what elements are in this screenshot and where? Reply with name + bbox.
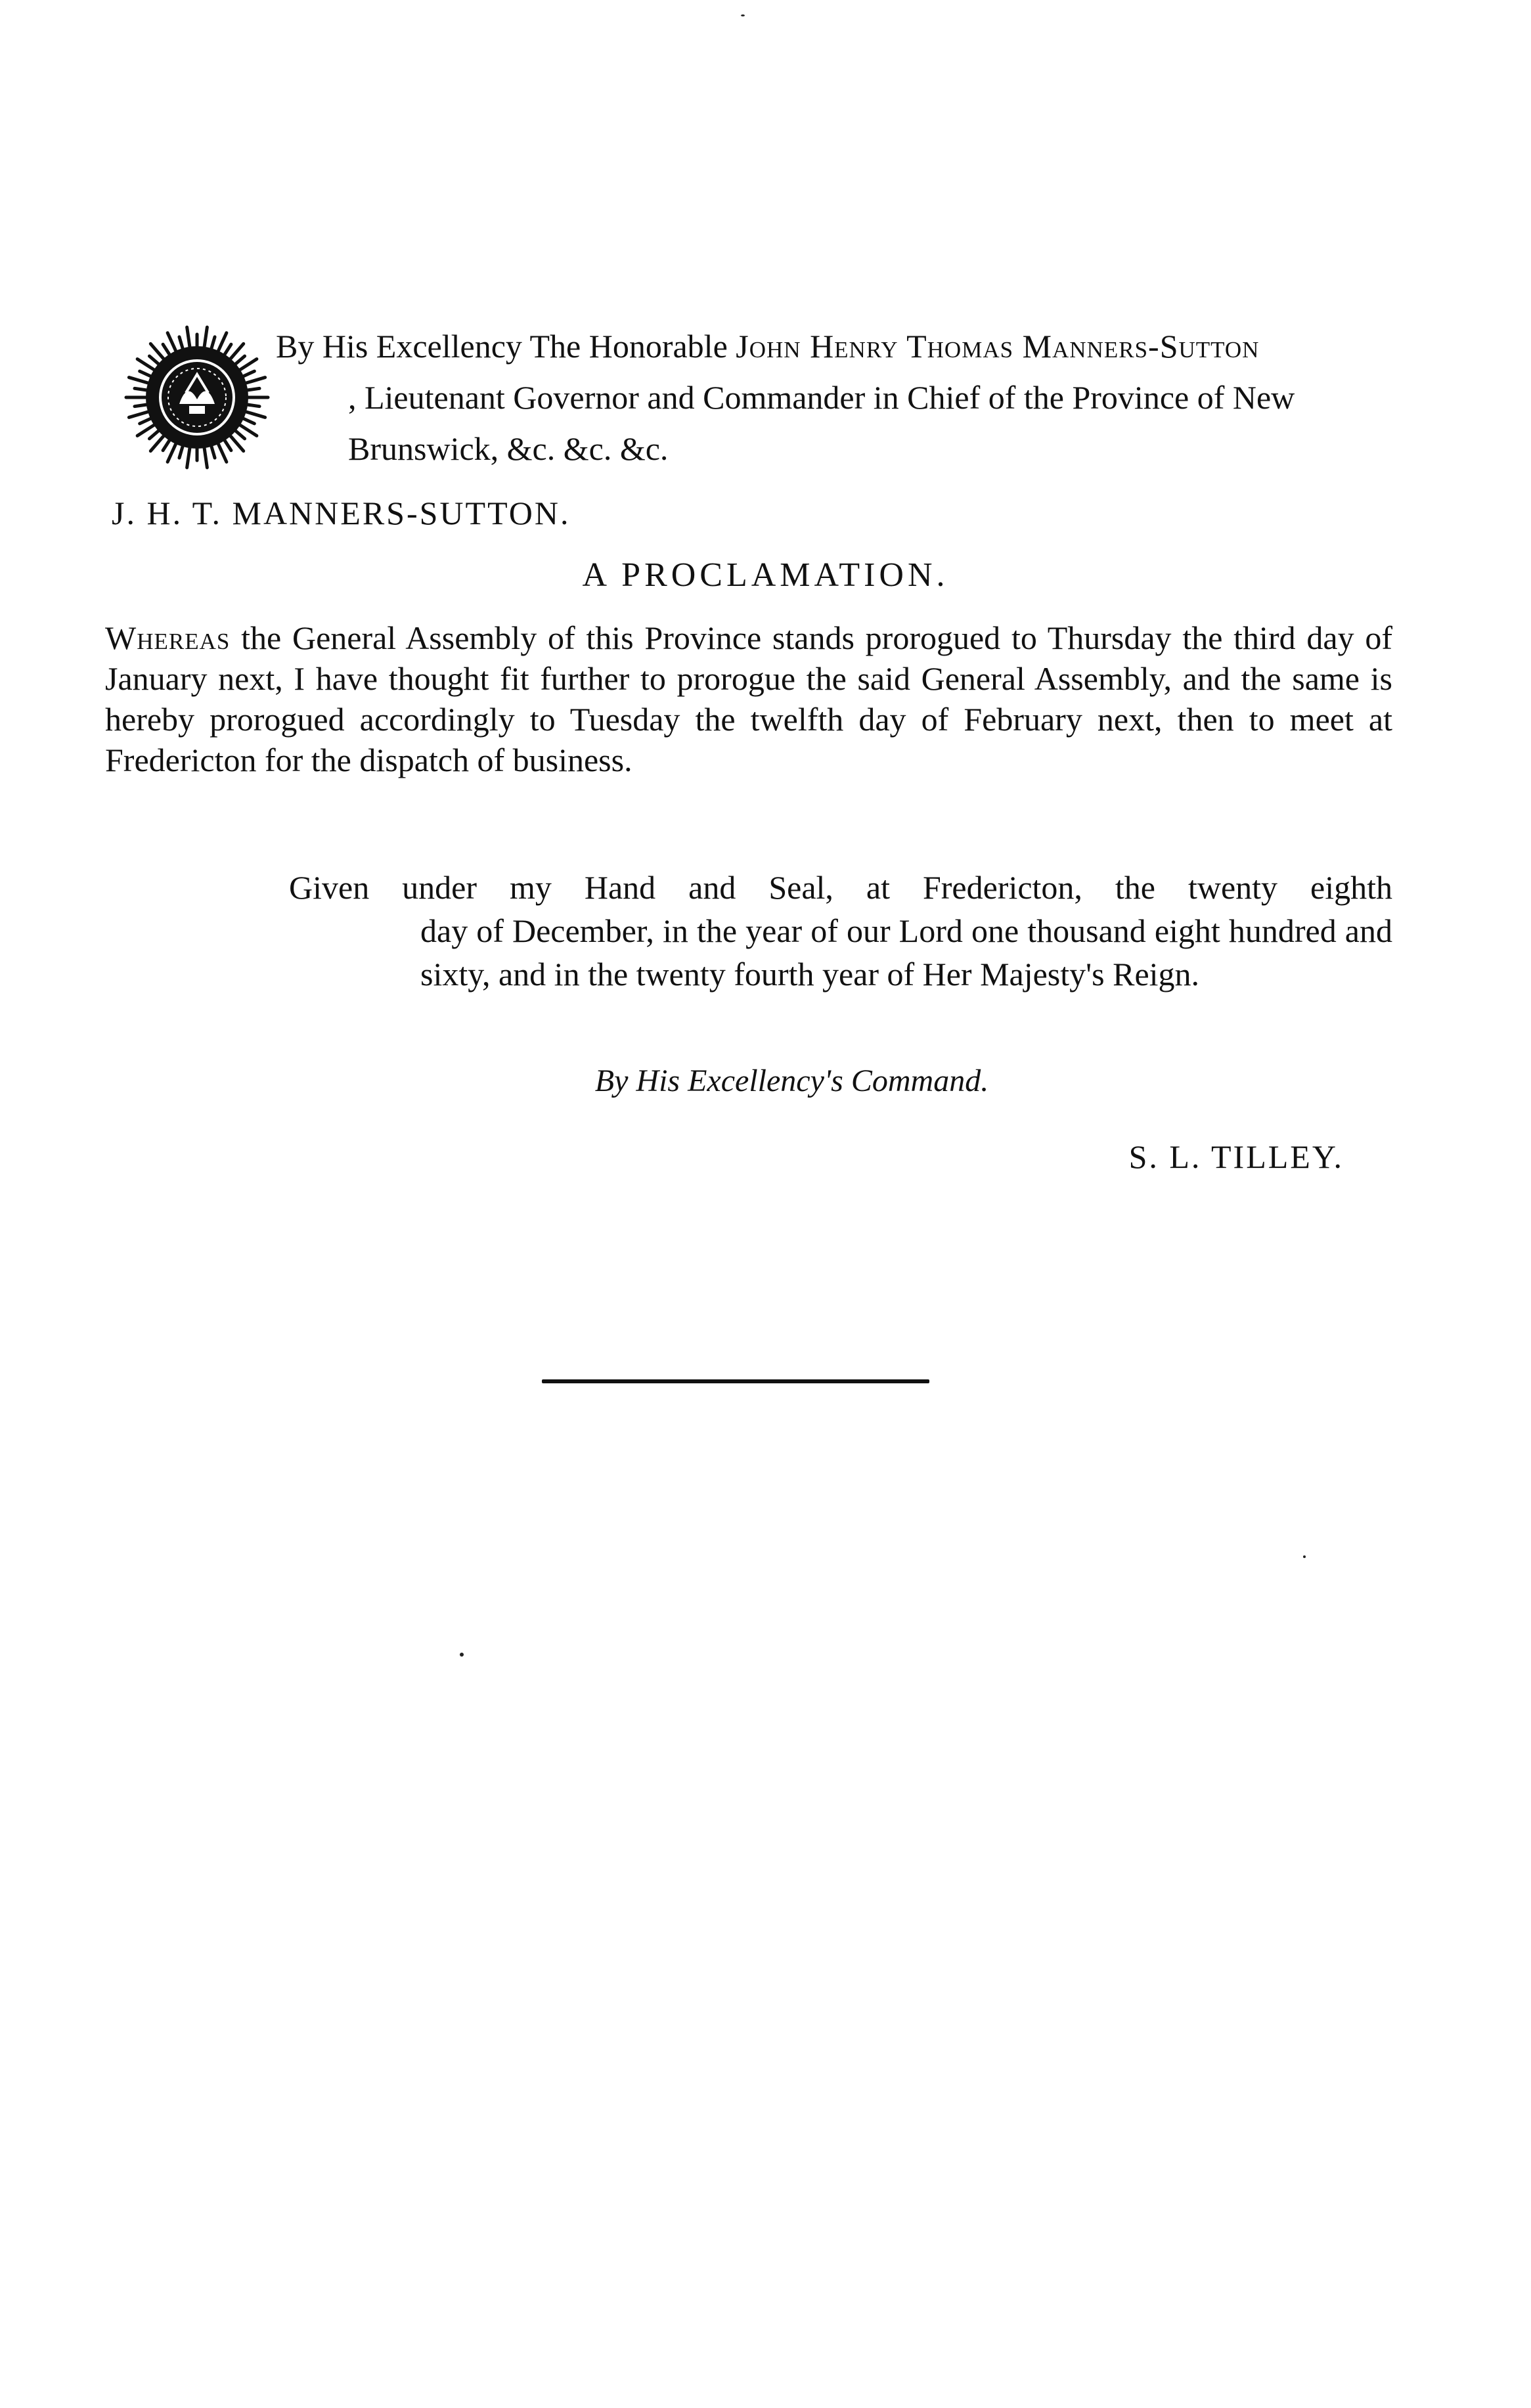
seal-ray [167, 444, 175, 462]
seal-ray [129, 378, 148, 383]
seal-ray [218, 333, 226, 351]
closing-rule [542, 1379, 929, 1383]
seal-ray [137, 425, 154, 435]
secretary-signature: S. L. TILLEY. [1128, 1138, 1344, 1175]
print-speck [460, 1653, 464, 1657]
seal-ray [137, 359, 154, 370]
seal-ray [218, 444, 226, 462]
seal-ray [140, 418, 150, 423]
body-text: the General Assembly of this Province stands prorogued to Thursday the third day of January next, I have thought fit further to prorogue the said General Assembly, and the same is hereby prorogued accordingly to Tuesday the twelfth day of February next, then to meet at Fredericton for the dispatch of business. [105, 619, 1392, 778]
seal-ray [246, 378, 265, 383]
seal-ray [225, 441, 231, 451]
seal-ray [236, 356, 245, 364]
heading-intro: By His Excellency The Honorable [276, 328, 736, 365]
seal-ray [240, 425, 257, 435]
seal-ray [248, 388, 259, 390]
proclamation-body [105, 617, 1392, 780]
given-first-line: Given under my Hand and Seal, at Fredericton, the twenty eighth [289, 869, 1392, 906]
seal-ray [129, 412, 148, 417]
seal-ray [150, 344, 164, 359]
seal-ray [149, 431, 158, 439]
seal-ray [149, 356, 158, 364]
seal-ray [244, 418, 254, 423]
heading-office: , Lieutenant Governor and Commander in Chief of the Province of New Brunswick, &c. &c. &c. [348, 379, 1295, 467]
seal-ray [187, 448, 190, 468]
seal-ray [231, 436, 244, 451]
seal-ray [204, 327, 207, 347]
governor-signature: J. H. T. MANNERS-SUTTON. [112, 495, 571, 531]
seal-ray [211, 337, 215, 348]
body-lead-word: Whereas [105, 619, 231, 656]
given-clause [289, 866, 1392, 996]
official-seal-icon [122, 322, 273, 473]
seal-ray [240, 359, 257, 370]
seal-ray [246, 412, 265, 417]
seal-ray [140, 371, 150, 376]
seal-ray [231, 344, 244, 359]
command-line: By His Excellency's Command. [594, 1063, 989, 1098]
seal-ray [167, 333, 175, 351]
seal-ray [204, 448, 207, 468]
seal-ray [135, 405, 146, 407]
seal-ray [225, 344, 231, 354]
governor-name: John Henry Thomas Manners-Sutton [736, 328, 1260, 365]
seal-ray [187, 327, 190, 347]
seal-ray [179, 337, 183, 348]
proclamation-title: A PROCLAMATION. [582, 556, 949, 594]
given-rest: day of December, in the year of our Lord one thousand eight hundred and sixty, and in the twenty fourth year of Her Majesty's Reign. [420, 912, 1392, 992]
seal-ray [163, 344, 169, 354]
seal-ray [211, 447, 215, 458]
seal-ray [150, 436, 164, 451]
seal-ray [244, 371, 254, 376]
seal-ray [163, 441, 169, 451]
seal-ray [135, 388, 146, 390]
seal-ray [236, 431, 245, 439]
seal-ray [248, 405, 259, 407]
print-speck [741, 14, 745, 16]
print-speck [1303, 1555, 1306, 1558]
proclamation-heading [276, 321, 1406, 474]
seal-ray [179, 447, 183, 458]
